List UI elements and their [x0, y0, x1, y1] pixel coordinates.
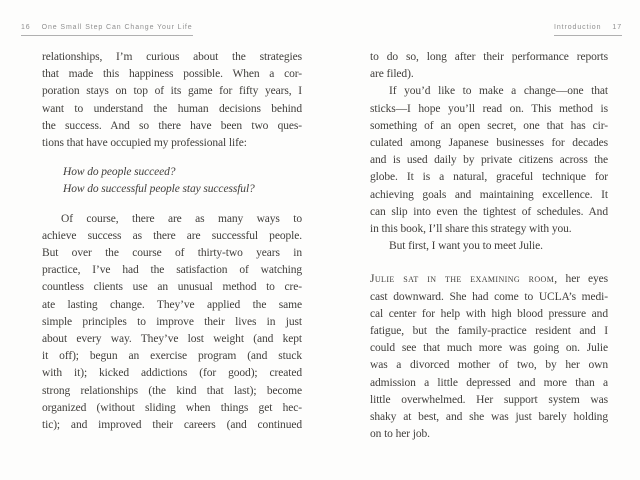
text-line: fatigue, but the family-practice resident and I — [370, 325, 608, 338]
text-line: achieving goals and maintaining excellence. It — [370, 188, 608, 201]
text-line: cal center for help with high blood pressure and — [370, 307, 608, 320]
text-line: relationships, I’m curious about the strategies — [42, 51, 302, 63]
text-line: it off); begun an exercise program (and stuck — [42, 350, 302, 363]
text-line: strong relationships (the kind that last); become — [42, 384, 302, 397]
text-line: admission a little depressed and more than a — [370, 376, 608, 389]
text-line: want to understand the human decisions behind — [42, 102, 302, 115]
text-line: on to her job. — [370, 428, 430, 441]
text-line: If you’d like to make a change—one that — [389, 85, 608, 98]
text-line: and is used daily by private citizens across the — [370, 154, 608, 167]
left-running-head — [21, 24, 193, 36]
text-line: sticks—I hope you’ll read on. This method is — [370, 102, 608, 115]
left-running-head-title: One Small Step Can Change Your Life — [41, 24, 193, 31]
text-line: But over the course of thirty-two years in — [42, 247, 302, 260]
text-line: tions that have occupied my professional life: — [42, 137, 247, 150]
text-line: achieve success as there are successful people. — [42, 229, 302, 242]
text-line: about every way. They’ve lost weight (and kept — [42, 333, 302, 346]
text-line: cast downward. She had come to UCLA’s medi- — [370, 290, 608, 303]
text-line: something of an open secret, one that has cir- — [370, 119, 608, 132]
text-line: the success. And so there have been two ques- — [42, 119, 302, 132]
text-line: are filed). — [370, 68, 414, 81]
text-line: ate lasting change. They’ve applied the same — [42, 298, 302, 311]
text-line: to do so, long after their performance reports — [370, 51, 608, 63]
text-line: with it); kicked addictions (for good); created — [42, 367, 302, 380]
right-running-head-title: Introduction — [554, 24, 602, 31]
text-line: Julie sat in the examining room, her eyes — [370, 273, 608, 286]
text-block-quote — [42, 164, 302, 198]
text-block-continuation — [42, 49, 302, 152]
text-line: in this book, I’ll share this strategy with you. — [370, 223, 572, 236]
text-line: could see that much more was going on. Julie — [370, 342, 608, 355]
text-line: shaky at best, and she was just barely holding — [370, 411, 608, 424]
text-line: Of course, there are as many ways to — [61, 212, 302, 225]
text-line: How do people succeed? — [63, 166, 176, 179]
text-line: organized (without sliding when things get hec- — [42, 401, 302, 414]
text-line: was a divorced mother of two, by her own — [370, 359, 608, 372]
text-line: tic); and improved their careers (and continued — [42, 419, 302, 432]
right-page-number: 17 — [612, 24, 622, 31]
text-line: little overwhelmed. Her support system was — [370, 393, 608, 406]
left-running-head-rule — [21, 24, 193, 36]
text-line: countless clients use an unusual method to cre- — [42, 281, 302, 294]
left-page-number: 16 — [21, 24, 31, 31]
text-line: But first, I want you to meet Julie. — [389, 240, 543, 253]
text-block-paragraph — [42, 211, 302, 435]
right-page — [320, 0, 640, 480]
text-block-paragraph — [370, 238, 608, 255]
right-running-head — [554, 24, 622, 36]
right-running-head-rule — [554, 24, 622, 36]
text-block-paragraph — [370, 83, 608, 238]
text-line: can slip into even the tightest of schedules. And — [370, 205, 608, 218]
text-block-continuation — [370, 49, 608, 83]
text-line: How do successful people stay successful? — [63, 183, 255, 196]
text-line: poration stays on top of its game for fifty years, I — [42, 85, 302, 98]
left-text-column — [42, 49, 302, 434]
text-block-section — [370, 271, 608, 443]
text-line: simple principles to improve their lives in just — [42, 315, 302, 328]
small-caps-lead: Julie sat in the examining room, — [370, 273, 558, 286]
text-line: culated among Japanese businesses for decades — [370, 137, 608, 150]
right-text-column — [370, 49, 608, 443]
text-line: globe. It is a natural, graceful technique for — [370, 171, 608, 184]
text-line: practice, I’ve had the satisfaction of watching — [42, 264, 302, 277]
text-line: that made this happiness possible. When a cor- — [42, 68, 302, 81]
